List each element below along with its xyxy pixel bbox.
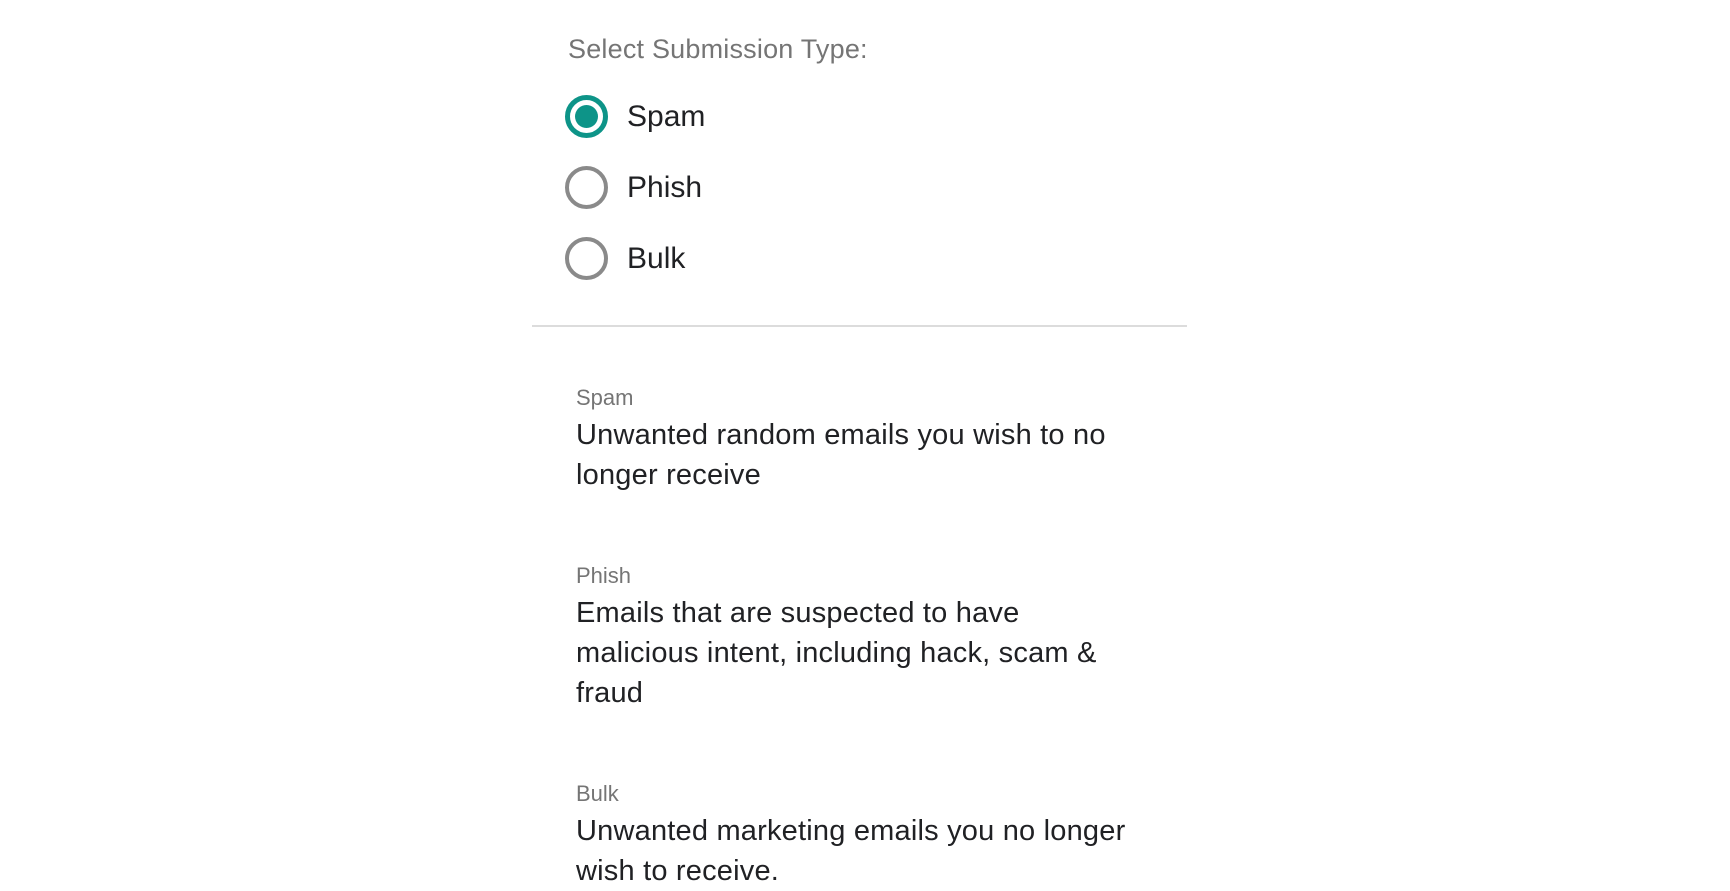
description-title-phish: Phish <box>576 563 632 588</box>
submission-type-descriptions <box>532 327 1187 891</box>
description-title-spam: Spam <box>576 385 634 410</box>
radio-label-bulk: Bulk <box>627 241 686 275</box>
radio-selected-dot <box>575 105 598 128</box>
description-text-spam: Unwanted random emails you wish to no longer receive <box>576 419 1106 491</box>
description-title-bulk: Bulk <box>576 781 619 806</box>
radio-button-bulk-icon[interactable] <box>565 237 608 280</box>
radio-option-phish[interactable] <box>565 166 1187 209</box>
description-phish <box>576 561 1143 713</box>
submission-type-panel <box>532 0 1187 891</box>
submission-type-form <box>532 0 1187 280</box>
radio-label-phish: Phish <box>627 170 703 204</box>
description-spam <box>576 383 1143 495</box>
radio-option-spam[interactable] <box>565 95 1187 138</box>
submission-type-legend: Select Submission Type: <box>568 34 868 64</box>
radio-option-bulk[interactable] <box>565 237 1187 280</box>
radio-button-phish-icon[interactable] <box>565 166 608 209</box>
radio-button-spam-icon[interactable] <box>565 95 608 138</box>
description-bulk <box>576 779 1143 891</box>
radio-label-spam: Spam <box>627 99 706 133</box>
description-text-phish: Emails that are suspected to have malicious intent, including hack, scam & fraud <box>576 597 1097 709</box>
description-text-bulk: Unwanted marketing emails you no longer wish to receive. <box>576 815 1126 887</box>
